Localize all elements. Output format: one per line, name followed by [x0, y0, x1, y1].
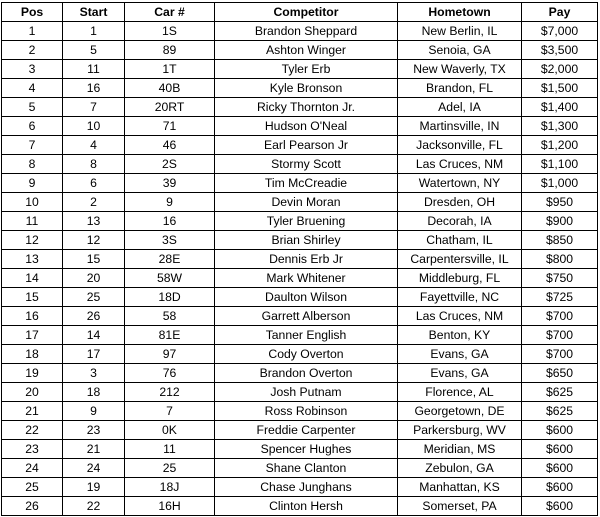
cell-start: 6 [63, 174, 125, 193]
table-row [2, 345, 598, 364]
cell-car-number: 7 [125, 402, 215, 421]
cell-competitor: Shane Clanton [215, 459, 398, 478]
cell-start: 15 [63, 250, 125, 269]
cell-start: 21 [63, 440, 125, 459]
cell-hometown: Carpentersville, IL [398, 250, 522, 269]
table-row [2, 136, 598, 155]
cell-pos: 17 [2, 326, 63, 345]
table-row [2, 250, 598, 269]
cell-pay: $600 [522, 497, 598, 516]
cell-hometown: Middleburg, FL [398, 269, 522, 288]
cell-competitor: Chase Junghans [215, 478, 398, 497]
cell-car-number: 18D [125, 288, 215, 307]
cell-competitor: Tyler Bruening [215, 212, 398, 231]
table-row [2, 22, 598, 41]
cell-hometown: Evans, GA [398, 345, 522, 364]
cell-pay: $1,500 [522, 79, 598, 98]
cell-competitor: Josh Putnam [215, 383, 398, 402]
cell-competitor: Tyler Erb [215, 60, 398, 79]
cell-pos: 7 [2, 136, 63, 155]
cell-pos: 1 [2, 22, 63, 41]
table-row [2, 155, 598, 174]
cell-pos: 23 [2, 440, 63, 459]
cell-pos: 9 [2, 174, 63, 193]
cell-start: 18 [63, 383, 125, 402]
cell-pay: $1,100 [522, 155, 598, 174]
cell-pay: $800 [522, 250, 598, 269]
cell-hometown: Parkersburg, WV [398, 421, 522, 440]
cell-pos: 25 [2, 478, 63, 497]
cell-pay: $625 [522, 383, 598, 402]
cell-pay: $1,300 [522, 117, 598, 136]
results-body [2, 22, 598, 516]
table-row [2, 402, 598, 421]
cell-competitor: Hudson O'Neal [215, 117, 398, 136]
table-row [2, 41, 598, 60]
cell-start: 10 [63, 117, 125, 136]
col-header-start: Start [63, 3, 125, 22]
table-row [2, 193, 598, 212]
cell-pos: 24 [2, 459, 63, 478]
cell-pay: $600 [522, 478, 598, 497]
cell-competitor: Dennis Erb Jr [215, 250, 398, 269]
cell-hometown: Benton, KY [398, 326, 522, 345]
cell-start: 11 [63, 60, 125, 79]
cell-hometown: Las Cruces, NM [398, 307, 522, 326]
table-row [2, 117, 598, 136]
cell-competitor: Daulton Wilson [215, 288, 398, 307]
cell-hometown: Las Cruces, NM [398, 155, 522, 174]
cell-car-number: 58W [125, 269, 215, 288]
cell-pos: 26 [2, 497, 63, 516]
cell-pay: $750 [522, 269, 598, 288]
table-row [2, 174, 598, 193]
cell-pay: $600 [522, 459, 598, 478]
col-header-pay: Pay [522, 3, 598, 22]
cell-hometown: Decorah, IA [398, 212, 522, 231]
table-row [2, 231, 598, 250]
cell-car-number: 18J [125, 478, 215, 497]
cell-competitor: Devin Moran [215, 193, 398, 212]
cell-pos: 11 [2, 212, 63, 231]
cell-pay: $700 [522, 345, 598, 364]
cell-pos: 22 [2, 421, 63, 440]
cell-hometown: Chatham, IL [398, 231, 522, 250]
cell-pay: $900 [522, 212, 598, 231]
cell-start: 12 [63, 231, 125, 250]
table-row [2, 307, 598, 326]
cell-competitor: Stormy Scott [215, 155, 398, 174]
cell-car-number: 9 [125, 193, 215, 212]
cell-car-number: 81E [125, 326, 215, 345]
cell-car-number: 76 [125, 364, 215, 383]
cell-pay: $2,000 [522, 60, 598, 79]
results-table-container [1, 2, 599, 516]
cell-pos: 15 [2, 288, 63, 307]
cell-car-number: 11 [125, 440, 215, 459]
cell-pay: $700 [522, 326, 598, 345]
cell-competitor: Kyle Bronson [215, 79, 398, 98]
cell-pay: $7,000 [522, 22, 598, 41]
cell-car-number: 16 [125, 212, 215, 231]
cell-competitor: Tim McCreadie [215, 174, 398, 193]
cell-start: 2 [63, 193, 125, 212]
cell-pos: 19 [2, 364, 63, 383]
table-row [2, 421, 598, 440]
cell-hometown: Senoia, GA [398, 41, 522, 60]
cell-start: 25 [63, 288, 125, 307]
cell-car-number: 1S [125, 22, 215, 41]
cell-hometown: Jacksonville, FL [398, 136, 522, 155]
col-header-pos: Pos [2, 3, 63, 22]
table-row [2, 497, 598, 516]
cell-hometown: Martinsville, IN [398, 117, 522, 136]
cell-car-number: 89 [125, 41, 215, 60]
cell-pay: $850 [522, 231, 598, 250]
cell-car-number: 46 [125, 136, 215, 155]
cell-car-number: 212 [125, 383, 215, 402]
table-row [2, 79, 598, 98]
cell-hometown: Manhattan, KS [398, 478, 522, 497]
cell-car-number: 40B [125, 79, 215, 98]
cell-start: 19 [63, 478, 125, 497]
table-row [2, 478, 598, 497]
cell-pos: 2 [2, 41, 63, 60]
race-results-table [1, 2, 598, 516]
cell-pos: 16 [2, 307, 63, 326]
cell-car-number: 2S [125, 155, 215, 174]
cell-start: 3 [63, 364, 125, 383]
cell-car-number: 71 [125, 117, 215, 136]
cell-car-number: 28E [125, 250, 215, 269]
cell-car-number: 39 [125, 174, 215, 193]
cell-pos: 4 [2, 79, 63, 98]
cell-competitor: Brandon Sheppard [215, 22, 398, 41]
cell-competitor: Earl Pearson Jr [215, 136, 398, 155]
cell-competitor: Mark Whitener [215, 269, 398, 288]
cell-competitor: Ashton Winger [215, 41, 398, 60]
cell-start: 14 [63, 326, 125, 345]
cell-pay: $1,200 [522, 136, 598, 155]
cell-car-number: 97 [125, 345, 215, 364]
cell-pos: 12 [2, 231, 63, 250]
cell-hometown: Brandon, FL [398, 79, 522, 98]
cell-pos: 21 [2, 402, 63, 421]
cell-hometown: Watertown, NY [398, 174, 522, 193]
table-row [2, 98, 598, 117]
col-header-hometown: Hometown [398, 3, 522, 22]
table-row [2, 212, 598, 231]
cell-start: 24 [63, 459, 125, 478]
cell-pay: $725 [522, 288, 598, 307]
cell-start: 7 [63, 98, 125, 117]
cell-pay: $1,000 [522, 174, 598, 193]
cell-hometown: Zebulon, GA [398, 459, 522, 478]
cell-start: 22 [63, 497, 125, 516]
cell-hometown: Meridian, MS [398, 440, 522, 459]
cell-pos: 20 [2, 383, 63, 402]
cell-hometown: Somerset, PA [398, 497, 522, 516]
cell-pos: 18 [2, 345, 63, 364]
cell-pos: 3 [2, 60, 63, 79]
cell-pos: 8 [2, 155, 63, 174]
cell-pay: $650 [522, 364, 598, 383]
col-header-competitor: Competitor [215, 3, 398, 22]
cell-competitor: Ross Robinson [215, 402, 398, 421]
cell-competitor: Brian Shirley [215, 231, 398, 250]
cell-car-number: 25 [125, 459, 215, 478]
cell-pay: $950 [522, 193, 598, 212]
table-row [2, 60, 598, 79]
cell-competitor: Brandon Overton [215, 364, 398, 383]
cell-start: 23 [63, 421, 125, 440]
cell-competitor: Spencer Hughes [215, 440, 398, 459]
cell-pos: 5 [2, 98, 63, 117]
cell-start: 5 [63, 41, 125, 60]
table-row [2, 326, 598, 345]
cell-competitor: Garrett Alberson [215, 307, 398, 326]
cell-competitor: Cody Overton [215, 345, 398, 364]
cell-car-number: 58 [125, 307, 215, 326]
cell-pay: $700 [522, 307, 598, 326]
cell-competitor: Freddie Carpenter [215, 421, 398, 440]
cell-hometown: Florence, AL [398, 383, 522, 402]
cell-competitor: Clinton Hersh [215, 497, 398, 516]
cell-start: 9 [63, 402, 125, 421]
table-row [2, 269, 598, 288]
cell-pos: 6 [2, 117, 63, 136]
cell-car-number: 3S [125, 231, 215, 250]
cell-start: 17 [63, 345, 125, 364]
cell-competitor: Tanner English [215, 326, 398, 345]
cell-start: 26 [63, 307, 125, 326]
cell-hometown: Fayettville, NC [398, 288, 522, 307]
col-header-car-number: Car # [125, 3, 215, 22]
cell-pos: 10 [2, 193, 63, 212]
cell-hometown: Evans, GA [398, 364, 522, 383]
header-row [2, 3, 598, 22]
cell-pay: $600 [522, 440, 598, 459]
table-row [2, 288, 598, 307]
cell-car-number: 16H [125, 497, 215, 516]
cell-pay: $625 [522, 402, 598, 421]
table-row [2, 364, 598, 383]
cell-start: 16 [63, 79, 125, 98]
cell-competitor: Ricky Thornton Jr. [215, 98, 398, 117]
table-row [2, 459, 598, 478]
cell-hometown: New Berlin, IL [398, 22, 522, 41]
cell-start: 20 [63, 269, 125, 288]
cell-pos: 13 [2, 250, 63, 269]
cell-pos: 14 [2, 269, 63, 288]
cell-hometown: Adel, IA [398, 98, 522, 117]
cell-start: 8 [63, 155, 125, 174]
cell-pay: $600 [522, 421, 598, 440]
cell-hometown: Dresden, OH [398, 193, 522, 212]
table-row [2, 440, 598, 459]
cell-car-number: 20RT [125, 98, 215, 117]
cell-pay: $3,500 [522, 41, 598, 60]
cell-start: 13 [63, 212, 125, 231]
cell-hometown: Georgetown, DE [398, 402, 522, 421]
table-row [2, 383, 598, 402]
cell-car-number: 1T [125, 60, 215, 79]
cell-pay: $1,400 [522, 98, 598, 117]
cell-start: 1 [63, 22, 125, 41]
cell-car-number: 0K [125, 421, 215, 440]
cell-hometown: New Waverly, TX [398, 60, 522, 79]
cell-start: 4 [63, 136, 125, 155]
